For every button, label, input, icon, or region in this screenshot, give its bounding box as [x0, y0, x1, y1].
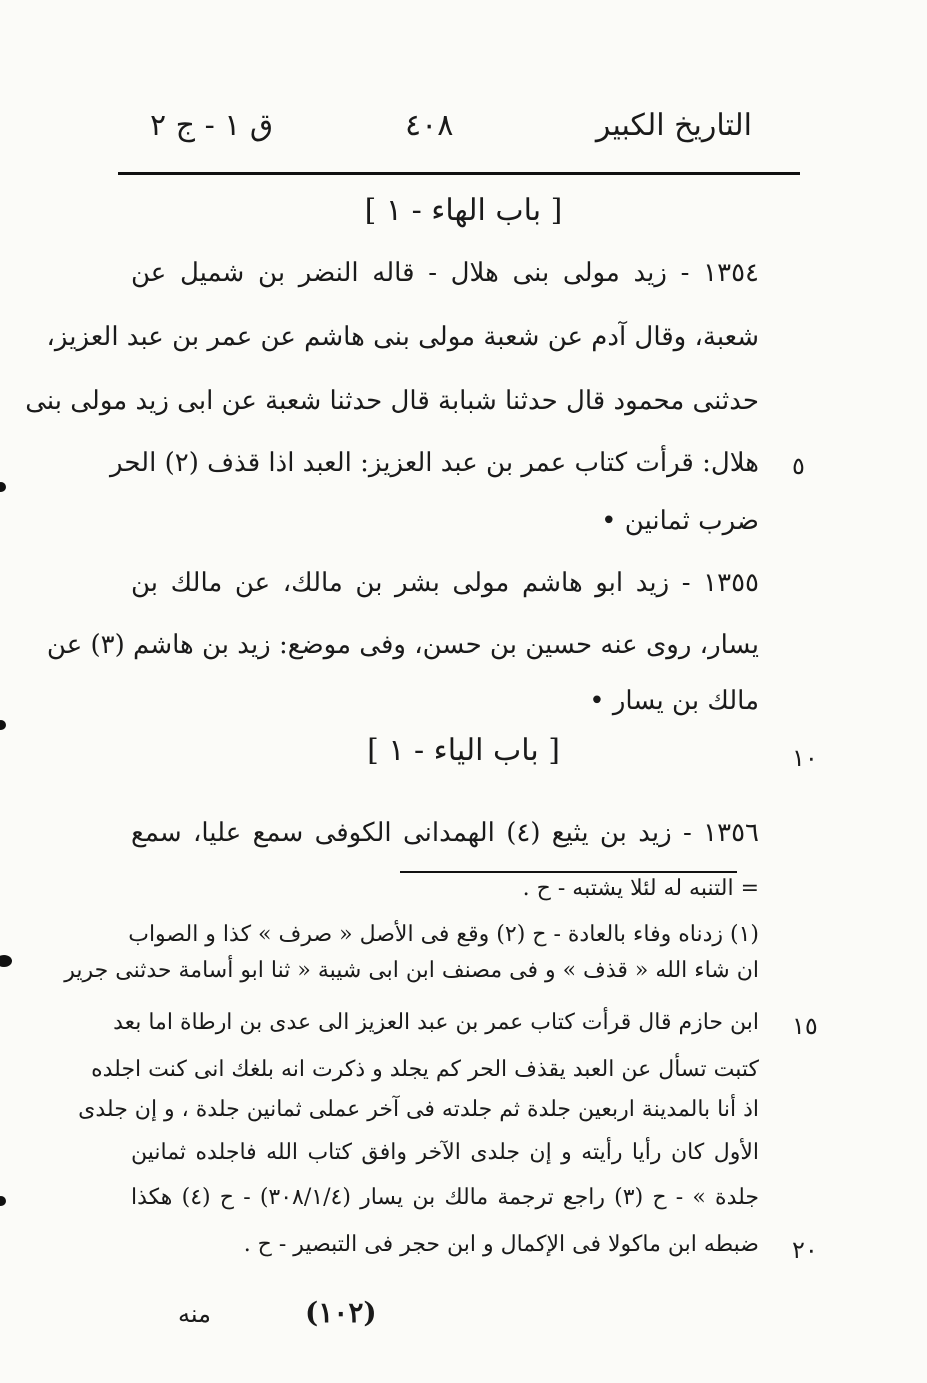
footnote-line: ان شاء الله « قذف » و فى مصنف ابن ابى شيبة « ثنا ابو أسامة حدثنى جرير — [64, 958, 759, 983]
section-heading-ha: [ باب الهاء - ١ ] — [364, 193, 563, 228]
text-line: شعبة، وقال آدم عن شعبة مولى بنى هاشم عن عمر بن عبد العزيز، — [46, 322, 759, 352]
text-line: ١٣٥٤ - زيد مولى بنى هلال - قاله النضر بن شميل عن — [131, 258, 759, 288]
footnote-line: كتبت تسأل عن العبد يقذف الحر كم يجلد و ذكرت انه بلغك انى كنت اجلده — [91, 1057, 759, 1082]
line-number: ٢٠ — [792, 1236, 818, 1264]
footnote-line: جلدة » - ح (٣) راجع ترجمة مالك بن يسار (٣٠٨/١/٤) - ح (٤) هكذا — [131, 1185, 760, 1210]
text-line: هلال: قرأت كتاب عمر بن عبد العزيز: العبد اذا قذف (٢) الحر — [110, 448, 759, 478]
footnote-line: الأول كان رأيا رأيته و إن جلدى الآخر وافق كتاب الله فاجلده ثمانين — [131, 1140, 759, 1165]
footnote-line: ابن حازم قال قرأت كتاب عمر بن عبد العزيز الى عدى بن ارطاة اما بعد — [113, 1010, 759, 1035]
section-heading-ya: [ باب الياء - ١ ] — [367, 733, 560, 768]
header-rule — [118, 172, 800, 175]
page-number: ٤٠٨ — [405, 108, 454, 143]
text-line: ١٣٥٥ - زيد ابو هاشم مولى بشر بن مالك، عن مالك بن — [131, 568, 759, 598]
text-line: ١٣٥٦ - زيد بن يثيع (٤) الهمدانى الكوفى سمع عليا، سمع — [131, 818, 759, 848]
scan-mark — [0, 955, 12, 967]
text-line: حدثنى محمود قال حدثنا شبابة قال حدثنا شعبة عن ابى زيد مولى بنى — [25, 386, 759, 416]
line-number: ٥ — [792, 452, 805, 480]
text-line: ضرب ثمانين • — [601, 506, 759, 536]
footnote-line: اذ أنا بالمدينة اربعين جلدة ثم جلدته فى آخر عملى ثمانين جلدة ، و إن جلدى — [78, 1097, 759, 1122]
footnote-line: (١) زدناه وفاء بالعادة - ح (٢) وقع فى الأصل « صرف » كذا و الصواب — [128, 922, 759, 947]
footnote-separator — [400, 871, 737, 873]
scan-mark — [0, 720, 6, 730]
footnote-line: ضبطه ابن ماكولا فى الإكمال و ابن حجر فى التبصير - ح . — [243, 1232, 759, 1257]
line-number: ١٠ — [792, 744, 818, 772]
line-number: ١٥ — [792, 1012, 818, 1040]
text-line: يسار، روى عنه حسين بن حسن، وفى موضع: زيد بن هاشم (٣) عن — [46, 630, 759, 660]
book-title: التاريخ الكبير — [595, 108, 752, 143]
footnote-line: = التنبه له لئلا يشتبه - ح . — [522, 876, 759, 901]
scan-mark — [0, 1196, 6, 1206]
footer-sheet-number: (١٠٢) — [305, 1296, 377, 1329]
footer-signature: منه — [178, 1300, 211, 1328]
scan-mark — [0, 482, 6, 492]
volume-label: ق ١ - ج ٢ — [150, 108, 274, 143]
text-line: مالك بن يسار • — [589, 686, 759, 716]
